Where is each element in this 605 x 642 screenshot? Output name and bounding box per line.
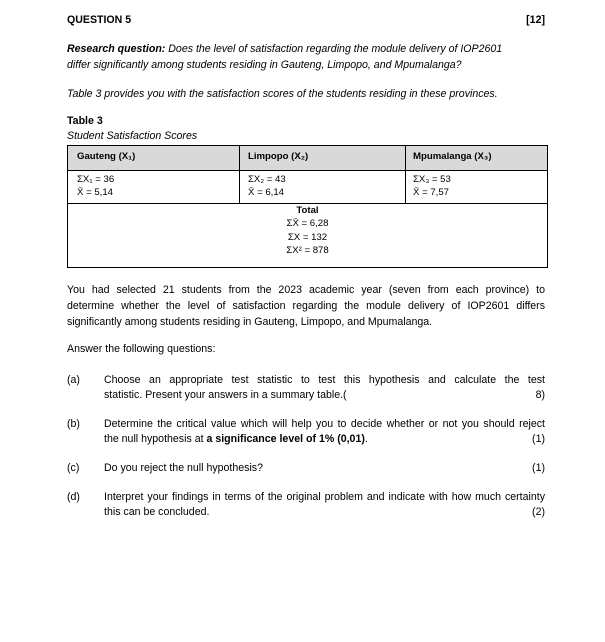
context-line-1: You had selected 21 students from the 2023 academic year (seven from each province) to	[67, 284, 545, 296]
question-d-marks: (2)	[532, 506, 545, 518]
question-c-line-1: Do you reject the null hypothesis?	[104, 462, 263, 474]
question-c-label: (c)	[67, 462, 80, 474]
question-c-marks: (1)	[532, 462, 545, 474]
header-gauteng: Gauteng (X₁)	[77, 151, 136, 162]
question-a-line-1: Choose an appropriate test statistic to test this hypothesis and calculate the test	[104, 374, 545, 386]
question-d-label: (d)	[67, 491, 80, 503]
question-a	[67, 373, 545, 405]
instruction-text: Answer the following questions:	[67, 343, 216, 355]
cell-sum-gauteng: ΣX₁ = 36	[77, 174, 115, 185]
question-d	[67, 490, 545, 522]
research-question	[67, 41, 547, 73]
question-b	[67, 417, 545, 449]
column-divider	[239, 146, 240, 203]
intro-text: Table 3 provides you with the satisfaction scores of the students residing in these provinces.	[67, 88, 498, 100]
question-b-marks: (1)	[532, 433, 545, 445]
cell-mean-limpopo: X̄ = 6,14	[248, 187, 285, 198]
table-number: Table 3	[67, 115, 103, 127]
question-a-line-2: statistic. Present your answers in a summary table.(	[104, 389, 347, 401]
header-mpumalanga: Mpumalanga (X₃)	[413, 151, 492, 162]
cell-sum-limpopo: ΣX₂ = 43	[248, 174, 286, 185]
column-divider	[405, 146, 406, 203]
row-divider	[68, 203, 547, 204]
question-header	[67, 14, 545, 26]
question-b-line-2-end: .	[364, 433, 368, 445]
question-b-line-1: Determine the critical value which will help you to decide whether or not you should reject	[104, 418, 545, 430]
cell-mean-gauteng: X̄ = 5,14	[77, 187, 114, 198]
question-c	[67, 461, 545, 477]
question-d-line-2: this can be concluded.	[104, 506, 210, 518]
significance-level: a significance level of 1% (0,01)	[206, 433, 365, 445]
question-b-label: (b)	[67, 418, 80, 430]
context-line-2: determine whether the level of satisfaction regarding the module delivery of IOP2601 differs	[67, 300, 545, 312]
cell-sum-mpumalanga: ΣX₃ = 53	[413, 174, 451, 185]
total-sum: ΣX = 132	[287, 232, 328, 243]
research-label: Research question:	[67, 43, 166, 55]
header-limpopo: Limpopo (X₂)	[248, 151, 309, 162]
research-text: Does the level of satisfaction regarding the module delivery of IOP2601	[168, 43, 503, 55]
cell-mean-mpumalanga: X̄ = 7,57	[413, 187, 450, 198]
satisfaction-table	[67, 145, 548, 268]
total-mean-sum: ΣX̄ = 6,28	[286, 218, 329, 229]
context-paragraph	[67, 282, 545, 330]
total-sum-squares: ΣX² = 878	[286, 245, 329, 256]
context-line-3: significantly among students residing in Gauteng, Limpopo, and Mpumalanga.	[67, 316, 433, 328]
question-a-marks: 8)	[535, 389, 545, 401]
question-a-label: (a)	[67, 374, 80, 386]
question-marks: [12]	[526, 14, 545, 26]
total-label: Total	[296, 205, 319, 216]
table-caption: Student Satisfaction Scores	[67, 130, 198, 142]
question-d-line-1: Interpret your findings in terms of the original problem and indicate with how much certainty	[104, 491, 545, 503]
question-b-line-2: the null hypothesis at	[104, 433, 207, 445]
research-text-2: differ significantly among students residing in Gauteng, Limpopo, and Mpumalanga?	[67, 59, 462, 71]
question-title: QUESTION 5	[67, 14, 132, 26]
